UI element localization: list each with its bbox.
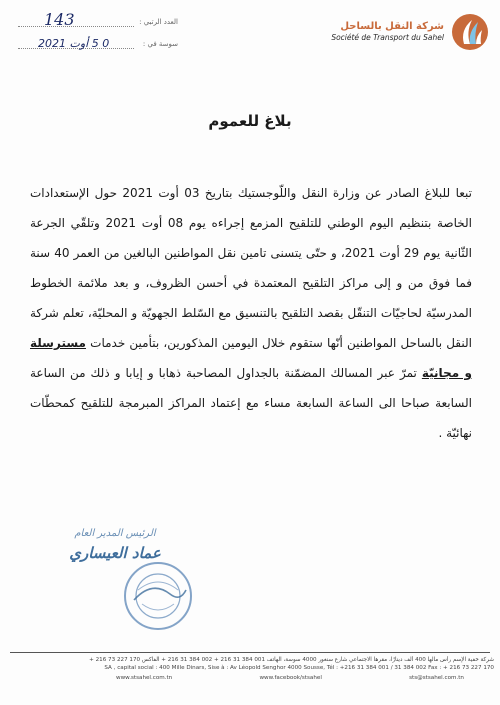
body-text-emphasis: مسترسلة و مجانيّة [30,336,472,380]
company-name-ar: شركة النقل بالساحل [340,21,444,32]
signature-block [60,520,200,630]
body-text-main: تبعا للبلاغ الصادر عن وزارة النقل واللّوجستيك بتاريخ 03 أوت 2021 حول الإستعدادات الخاصة بتنظيم اليوم الوطني للتلقيح المزمع إجراءه يوم 08 أوت 2021 وتلقّي الجرعة الثّانية يوم 29 أوت 2021، و حتّى يتسنى تامين نقل المواطنين البالغين من العمر 40 سنة فما فوق من و إلى مراكز التلقيح المعتمدة في أحسن الظروف، و بعد ملائمة الخطوط المدرسيّة لحاجيّات التنقّل بقصد التلقيح بالتنسيق مع السّلط الجهويّة و المحليّة، تعلم شركة النقل بالساحل المواطنين أنّها ستقوم خلال اليومين المذكورين، بتأمين خدمات [30,186,473,350]
footer-email: sts@stsahel.com.tn [409,675,464,681]
footer-website: www.stsahel.com.tn [116,675,173,681]
signatory-title: الرئيس المدير العام [74,528,156,539]
footer-line-ar: شركة خفية الإسم رأس مالها 400 ألف دينارًا، مقرها الاجتماعي شارع سنغور 4000 سوسة، الهاتف 001 384 31 216 + 002 384 31 216 + الفاكس 170 227 73 216 + [89,657,494,663]
reference-number-line [18,12,178,34]
notice-body [30,178,472,448]
signatory-name: عماد العيساري [69,544,161,562]
reference-date-line [18,34,178,56]
reference-number: 143 [44,10,75,29]
reference-label: العدد الرتبي : [139,18,178,26]
reference-block [18,12,178,56]
notice-title: بلاغ للعموم [208,112,292,130]
date-label: سوسة في : [142,40,178,48]
logo-text [331,21,444,43]
footer-divider [10,652,490,653]
body-paragraph [30,178,472,448]
footer-line-fr: SA , capital social : 400 Mille Dinars, Sise à : Av Léopold Senghor 4000 Sousse, Tél : +216 31 384 001 / 31 384 002 Fax : + 216 73 227 170 [104,665,494,671]
footer-links [6,674,494,682]
footer-facebook: www.facebook/stsahel [259,675,322,681]
official-stamp-icon [122,560,194,632]
company-emblem-icon [450,12,490,52]
reference-date: 0 5 أوت 2021 [38,37,110,50]
company-logo [330,8,490,56]
footer [6,656,494,682]
reference-dotted-line [18,26,134,27]
company-name-fr: Société de Transport du Sahel [331,33,444,42]
body-text-continuation: تمرّ عبر المسالك المضمّنة بالجداول المصاحبة ذهابا و إيابا و ذلك من الساعة السابعة صباحا الى الساعة السابعة مساء مع إعتماد المراكز المبرمجة للتلقيح كمحطّات نهائيّة . [30,366,472,440]
